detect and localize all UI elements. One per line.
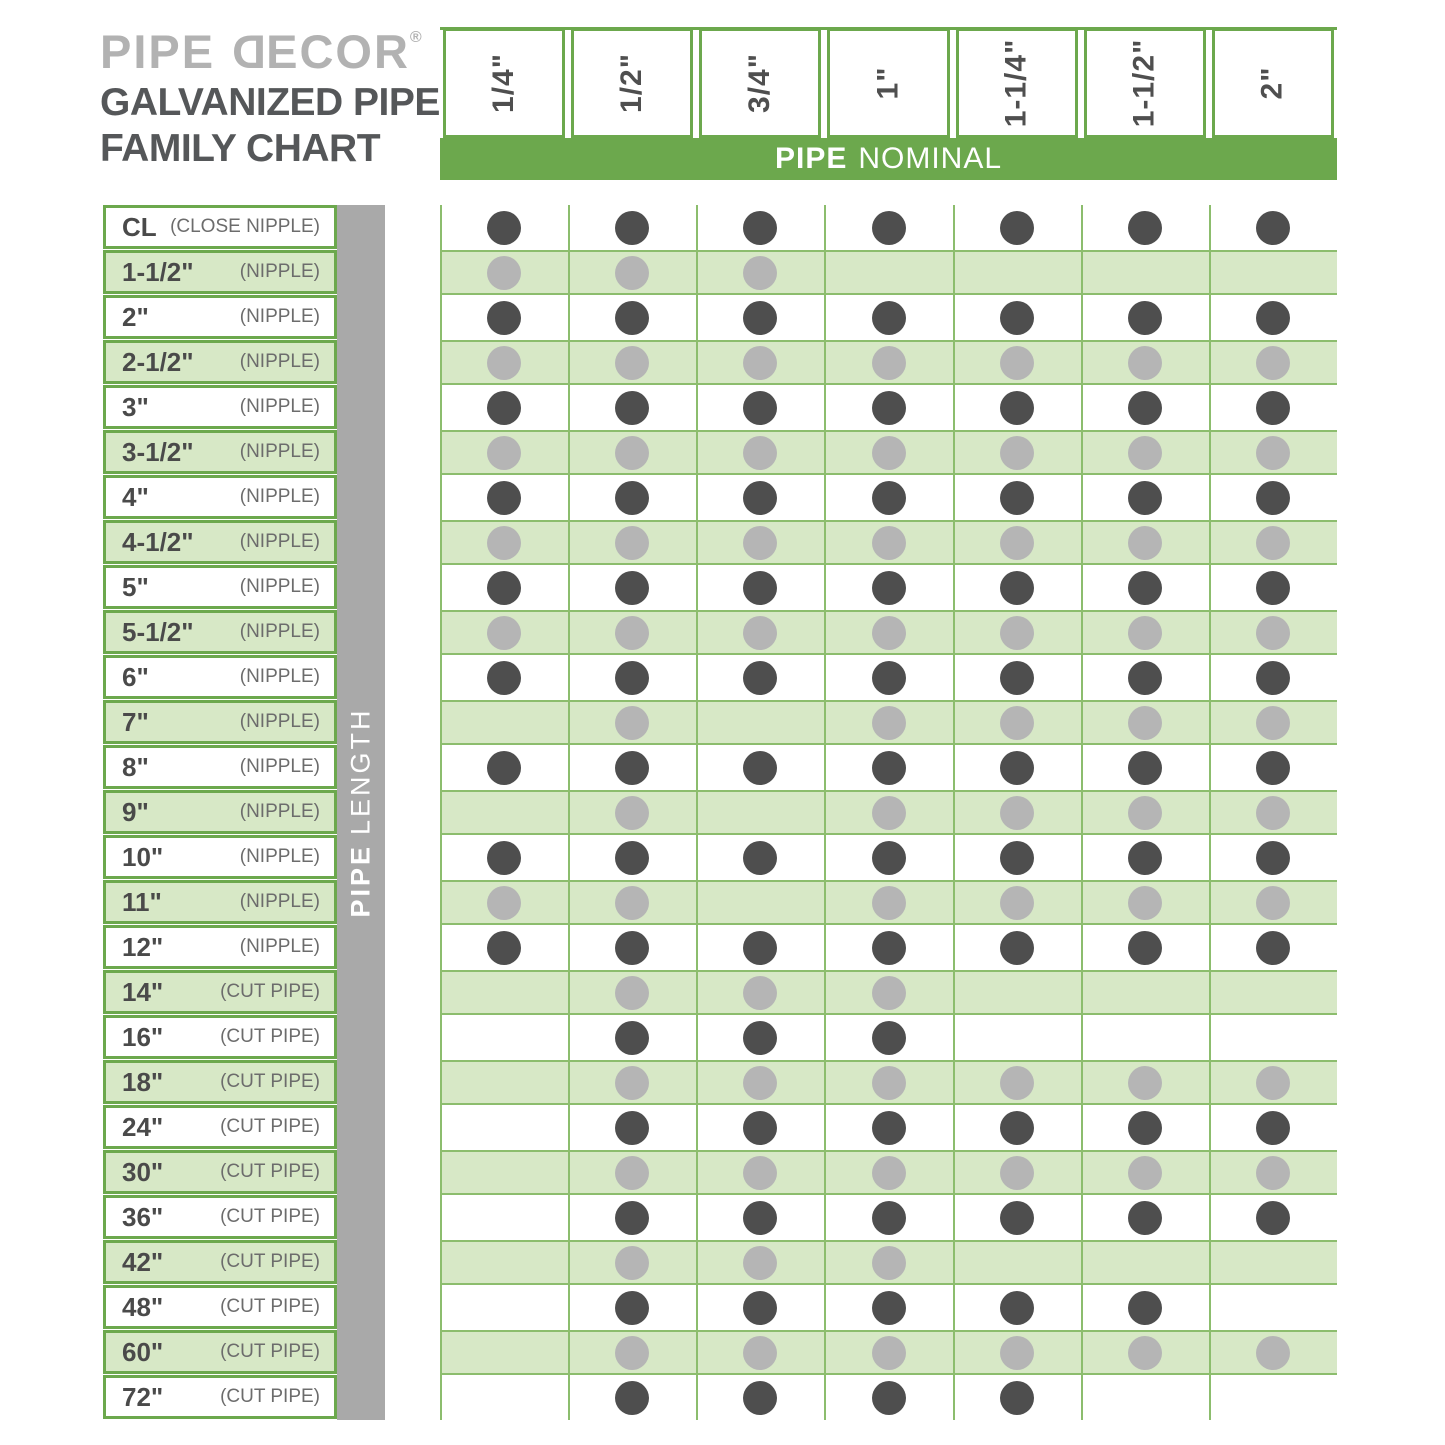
grid-line (568, 205, 570, 1420)
availability-dot (872, 886, 906, 920)
availability-dot (872, 931, 906, 965)
availability-dot (615, 931, 649, 965)
row-label (103, 385, 337, 429)
availability-dot (1128, 751, 1162, 785)
row-length-text: 2" (122, 301, 149, 332)
column-header-label: 3/4" (743, 53, 777, 113)
row-length-text: 48" (122, 1291, 164, 1322)
row-kind-text: (CUT PIPE) (220, 1206, 320, 1227)
availability-dot (1128, 1201, 1162, 1235)
row-length-text: 60" (122, 1336, 164, 1367)
grid-line (696, 205, 698, 1420)
row-length-text: 36" (122, 1201, 164, 1232)
column-header-label: 1-1/4" (999, 38, 1033, 128)
availability-dot (1000, 661, 1034, 695)
availability-dot (872, 661, 906, 695)
availability-dot (615, 211, 649, 245)
availability-dot (1256, 616, 1290, 650)
availability-dot (1000, 886, 1034, 920)
availability-dot (1000, 1336, 1034, 1370)
availability-dot (1000, 301, 1034, 335)
availability-dot (487, 751, 521, 785)
availability-dot (872, 571, 906, 605)
availability-dot (743, 391, 777, 425)
availability-dot (872, 976, 906, 1010)
availability-dot (1128, 616, 1162, 650)
availability-dot (615, 526, 649, 560)
availability-dot (487, 481, 521, 515)
column-header-label: 1" (871, 66, 905, 100)
brand-letter-d: D (230, 25, 267, 78)
availability-dot (872, 1021, 906, 1055)
availability-dot (615, 256, 649, 290)
row-kind-text: (NIPPLE) (239, 531, 320, 552)
availability-dot (1000, 571, 1034, 605)
row-label (103, 700, 337, 744)
availability-dot (872, 796, 906, 830)
availability-dot (487, 301, 521, 335)
grid-line (824, 205, 826, 1420)
column-header-cell (1084, 28, 1206, 138)
availability-dot (1256, 1111, 1290, 1145)
availability-dot (1128, 1291, 1162, 1325)
availability-dot (615, 1066, 649, 1100)
availability-dot (615, 796, 649, 830)
availability-dot (1000, 481, 1034, 515)
availability-dot (743, 1291, 777, 1325)
availability-dot (487, 211, 521, 245)
availability-dot (1128, 301, 1162, 335)
availability-dot (1128, 211, 1162, 245)
availability-dot (1256, 796, 1290, 830)
availability-dot (872, 751, 906, 785)
row-length-text: 11" (122, 886, 162, 917)
availability-dot (1128, 391, 1162, 425)
column-headers (440, 28, 1337, 138)
availability-dot (615, 1156, 649, 1190)
row-label (103, 205, 337, 249)
column-header-cell (1212, 28, 1334, 138)
row-length-text: 5-1/2" (122, 616, 194, 647)
row-label (103, 250, 337, 294)
pipe-length-label (346, 707, 377, 917)
side-label-rest: LENGTH (345, 707, 376, 835)
availability-dot (743, 1246, 777, 1280)
availability-dot (1256, 931, 1290, 965)
column-header-label: 2" (1255, 66, 1289, 100)
availability-dot (615, 571, 649, 605)
availability-dot (1128, 346, 1162, 380)
availability-dot (1128, 886, 1162, 920)
availability-dot (1000, 796, 1034, 830)
availability-dot (487, 436, 521, 470)
title-line-2: FAMILY CHART (100, 127, 381, 170)
row-kind-text: (CUT PIPE) (220, 1071, 320, 1092)
availability-dot (1256, 481, 1290, 515)
availability-dot (1128, 1156, 1162, 1190)
availability-dot (743, 436, 777, 470)
availability-dot (872, 1111, 906, 1145)
availability-dot (872, 301, 906, 335)
availability-dot (487, 346, 521, 380)
row-length-text: 6" (122, 661, 149, 692)
availability-dot (615, 391, 649, 425)
row-length-text: 2-1/2" (122, 346, 194, 377)
availability-dot (1256, 841, 1290, 875)
availability-dot (1000, 526, 1034, 560)
availability-dot (615, 1021, 649, 1055)
availability-dot (743, 481, 777, 515)
availability-dot (1000, 1066, 1034, 1100)
availability-dot (872, 436, 906, 470)
availability-dot (743, 1381, 777, 1415)
pipe-length-bar (337, 205, 385, 1420)
availability-dot (743, 1156, 777, 1190)
availability-dot (615, 1111, 649, 1145)
availability-dot (1256, 1156, 1290, 1190)
availability-dot (1000, 841, 1034, 875)
availability-dot (743, 256, 777, 290)
row-kind-text: (NIPPLE) (239, 711, 320, 732)
row-kind-text: (NIPPLE) (239, 756, 320, 777)
availability-dot (615, 1246, 649, 1280)
availability-dot (872, 1066, 906, 1100)
column-header-cell (827, 28, 949, 138)
row-label (103, 1375, 337, 1419)
row-kind-text: (NIPPLE) (239, 351, 320, 372)
availability-dot (487, 391, 521, 425)
availability-dot (743, 526, 777, 560)
column-header-label: 1/4" (487, 53, 521, 113)
availability-dot (615, 751, 649, 785)
row-label (103, 475, 337, 519)
availability-dot (487, 616, 521, 650)
grid-line (440, 205, 442, 1420)
row-kind-text: (NIPPLE) (239, 486, 320, 507)
row-length-text: 16" (122, 1021, 164, 1052)
row-label (103, 1240, 337, 1284)
row-length-text: 12" (122, 931, 164, 962)
availability-dot (1000, 1156, 1034, 1190)
availability-dot (615, 841, 649, 875)
row-kind-text: (CUT PIPE) (220, 1296, 320, 1317)
column-header-cell (443, 28, 565, 138)
availability-dot (743, 661, 777, 695)
row-label (103, 430, 337, 474)
row-kind-text: (NIPPLE) (239, 396, 320, 417)
row-label (103, 745, 337, 789)
availability-dot (1256, 1201, 1290, 1235)
availability-dot (1256, 886, 1290, 920)
row-length-text: CL (122, 211, 157, 242)
availability-dot (743, 1021, 777, 1055)
availability-dot (1128, 1111, 1162, 1145)
availability-dot (1000, 346, 1034, 380)
availability-dot (615, 661, 649, 695)
availability-dot (872, 1246, 906, 1280)
availability-dot (1000, 1291, 1034, 1325)
availability-dot (1000, 931, 1034, 965)
availability-grid (440, 205, 1337, 1420)
row-label (103, 880, 337, 924)
availability-dot (743, 976, 777, 1010)
page-title (100, 80, 440, 172)
availability-dot (1256, 211, 1290, 245)
row-length-text: 72" (122, 1381, 164, 1412)
availability-dot (615, 1336, 649, 1370)
availability-dot (872, 841, 906, 875)
availability-dot (743, 841, 777, 875)
row-label (103, 970, 337, 1014)
availability-dot (1256, 346, 1290, 380)
row-kind-text: (NIPPLE) (239, 936, 320, 957)
row-length-text: 42" (122, 1246, 164, 1277)
availability-dot (743, 346, 777, 380)
row-label (103, 295, 337, 339)
availability-dot (872, 391, 906, 425)
availability-dot (872, 1336, 906, 1370)
availability-dot (1000, 751, 1034, 785)
row-label (103, 1015, 337, 1059)
availability-dot (743, 1111, 777, 1145)
row-label (103, 520, 337, 564)
availability-dot (615, 706, 649, 740)
row-length-text: 5" (122, 571, 149, 602)
availability-dot (1256, 526, 1290, 560)
availability-dot (872, 526, 906, 560)
row-label (103, 565, 337, 609)
availability-dot (615, 976, 649, 1010)
row-length-text: 3" (122, 391, 149, 422)
availability-dot (743, 1336, 777, 1370)
row-kind-text: (NIPPLE) (239, 801, 320, 822)
row-labels (103, 205, 337, 1420)
availability-dot (615, 481, 649, 515)
availability-dot (1256, 436, 1290, 470)
availability-dot (615, 436, 649, 470)
availability-dot (487, 661, 521, 695)
availability-dot (615, 301, 649, 335)
row-label (103, 1060, 337, 1104)
availability-dot (872, 1291, 906, 1325)
availability-dot (487, 256, 521, 290)
row-kind-text: (NIPPLE) (239, 846, 320, 867)
availability-dot (487, 886, 521, 920)
availability-dot (872, 346, 906, 380)
brand-text-post: ECOR (266, 25, 410, 78)
availability-dot (1256, 751, 1290, 785)
row-length-text: 14" (122, 976, 164, 1007)
availability-dot (1128, 931, 1162, 965)
availability-dot (872, 706, 906, 740)
availability-dot (1000, 616, 1034, 650)
availability-dot (743, 571, 777, 605)
availability-dot (615, 616, 649, 650)
row-label (103, 610, 337, 654)
availability-dot (1000, 1111, 1034, 1145)
availability-dot (743, 301, 777, 335)
availability-dot (1128, 706, 1162, 740)
banner-label-bold: PIPE (774, 142, 848, 175)
availability-dot (1000, 1381, 1034, 1415)
availability-dot (1128, 571, 1162, 605)
availability-dot (615, 1291, 649, 1325)
availability-dot (872, 1156, 906, 1190)
availability-dot (872, 1381, 906, 1415)
row-label (103, 655, 337, 699)
availability-dot (1256, 391, 1290, 425)
row-length-text: 1-1/2" (122, 256, 194, 287)
row-label (103, 925, 337, 969)
availability-dot (615, 346, 649, 380)
row-kind-text: (NIPPLE) (239, 621, 320, 642)
row-kind-text: (CUT PIPE) (220, 1251, 320, 1272)
row-length-text: 10" (122, 841, 164, 872)
row-length-text: 7" (122, 706, 149, 737)
availability-dot (487, 841, 521, 875)
brand-text-pre: PIPE (100, 25, 231, 78)
logo-block (100, 10, 440, 172)
pipe-nominal-banner (440, 138, 1337, 180)
row-label (103, 835, 337, 879)
row-kind-text: (NIPPLE) (239, 306, 320, 327)
column-header-cell (956, 28, 1078, 138)
availability-dot (615, 1201, 649, 1235)
availability-dot (1128, 1336, 1162, 1370)
availability-dot (743, 931, 777, 965)
row-length-text: 30" (122, 1156, 164, 1187)
row-length-text: 9" (122, 796, 149, 827)
row-label (103, 1150, 337, 1194)
banner-label-rest: NOMINAL (858, 142, 1003, 175)
row-kind-text: (CUT PIPE) (220, 1161, 320, 1182)
row-kind-text: (CLOSE NIPPLE) (170, 216, 320, 237)
availability-dot (1000, 211, 1034, 245)
availability-dot (1128, 481, 1162, 515)
row-kind-text: (CUT PIPE) (220, 1026, 320, 1047)
row-length-text: 18" (122, 1066, 164, 1097)
availability-dot (1256, 1336, 1290, 1370)
row-kind-text: (NIPPLE) (239, 666, 320, 687)
availability-dot (1000, 706, 1034, 740)
availability-dot (487, 571, 521, 605)
row-kind-text: (NIPPLE) (239, 441, 320, 462)
availability-dot (872, 616, 906, 650)
availability-dot (487, 931, 521, 965)
availability-dot (1128, 661, 1162, 695)
row-kind-text: (NIPPLE) (239, 891, 320, 912)
side-label-bold: PIPE (345, 844, 376, 918)
row-label (103, 1285, 337, 1329)
availability-dot (743, 1066, 777, 1100)
row-kind-text: (CUT PIPE) (220, 981, 320, 1002)
availability-dot (1256, 571, 1290, 605)
availability-dot (743, 211, 777, 245)
availability-dot (1000, 1201, 1034, 1235)
availability-dot (1128, 841, 1162, 875)
availability-dot (872, 1201, 906, 1235)
row-kind-text: (CUT PIPE) (220, 1386, 320, 1407)
grid-line (1081, 205, 1083, 1420)
availability-dot (615, 886, 649, 920)
row-kind-text: (CUT PIPE) (220, 1341, 320, 1362)
availability-dot (1256, 661, 1290, 695)
row-label (103, 340, 337, 384)
column-header-label: 1/2" (615, 53, 649, 113)
availability-dot (1128, 1066, 1162, 1100)
column-header-label: 1-1/2" (1127, 38, 1161, 128)
column-header-cell (699, 28, 821, 138)
registered-mark: ® (409, 29, 422, 46)
availability-dot (615, 1381, 649, 1415)
availability-dot (1128, 796, 1162, 830)
availability-dot (1128, 526, 1162, 560)
brand-logo (100, 10, 440, 80)
row-label (103, 1195, 337, 1239)
availability-dot (743, 616, 777, 650)
availability-dot (1256, 706, 1290, 740)
availability-dot (872, 481, 906, 515)
row-label (103, 1330, 337, 1374)
row-label (103, 1105, 337, 1149)
grid-line (1209, 205, 1211, 1420)
row-band (440, 250, 1337, 295)
availability-dot (872, 211, 906, 245)
availability-dot (1128, 436, 1162, 470)
availability-dot (1000, 391, 1034, 425)
row-length-text: 8" (122, 751, 149, 782)
availability-dot (743, 1201, 777, 1235)
row-length-text: 24" (122, 1111, 164, 1142)
row-kind-text: (CUT PIPE) (220, 1116, 320, 1137)
row-kind-text: (NIPPLE) (239, 576, 320, 597)
row-length-text: 3-1/2" (122, 436, 194, 467)
availability-dot (487, 526, 521, 560)
row-length-text: 4" (122, 481, 149, 512)
grid-line (953, 205, 955, 1420)
availability-dot (1000, 436, 1034, 470)
availability-dot (743, 751, 777, 785)
availability-dot (1256, 1066, 1290, 1100)
title-line-1: GALVANIZED PIPE (100, 81, 440, 124)
availability-dot (1256, 301, 1290, 335)
row-label (103, 790, 337, 834)
row-kind-text: (NIPPLE) (239, 261, 320, 282)
row-length-text: 4-1/2" (122, 526, 194, 557)
column-header-cell (571, 28, 693, 138)
